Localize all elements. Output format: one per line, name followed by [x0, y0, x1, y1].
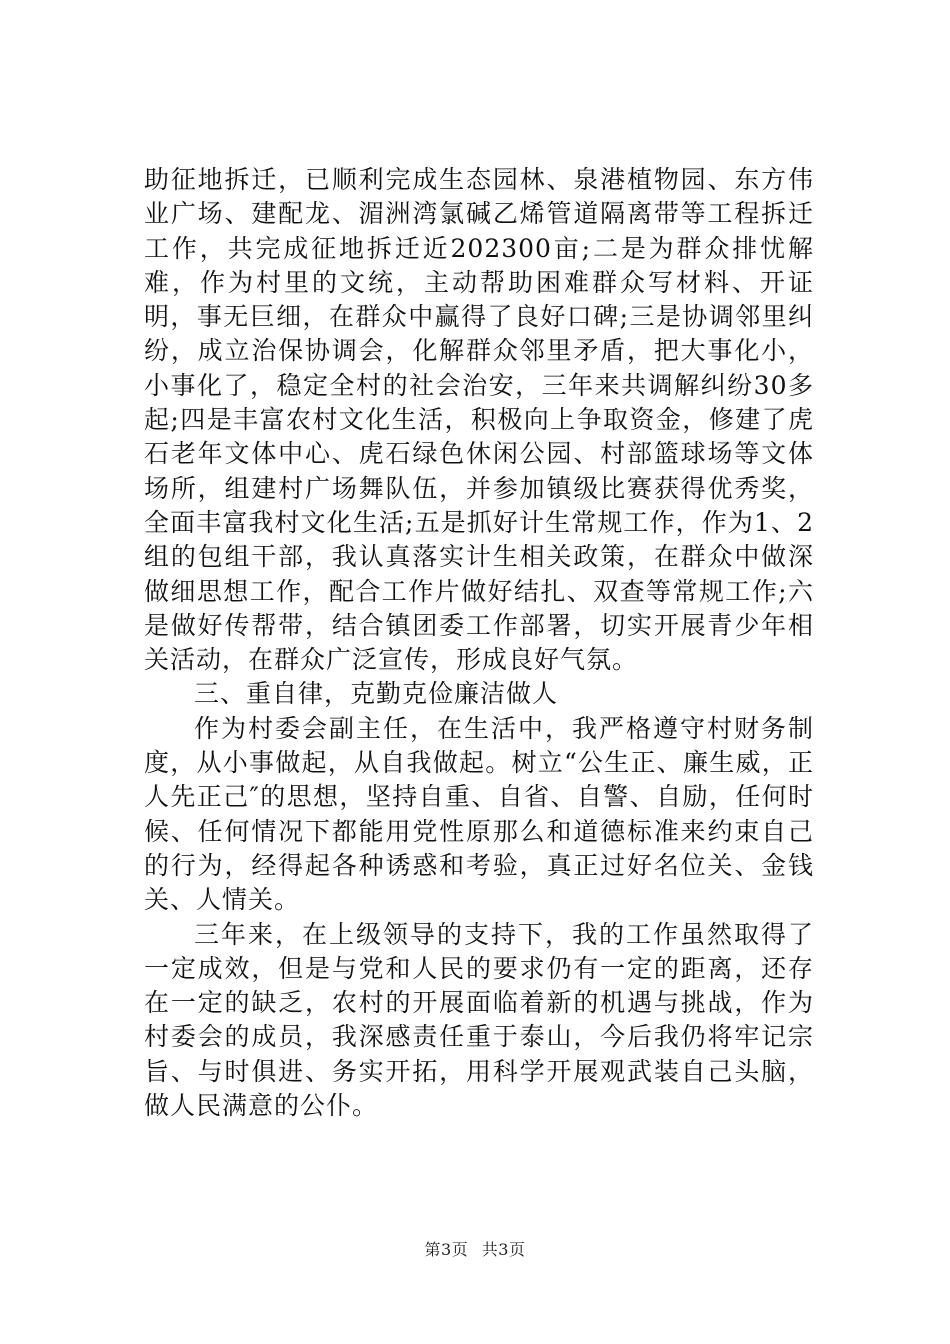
page-total: 共3页 [481, 1240, 526, 1259]
paragraph-self-discipline: 作为村委会副主任，在生活中，我严格遵守村财务制度，从小事做起，从自我做起。树立“公生正、廉生威，正人先正己″的思想，坚持自重、自省、自警、自励，任何时候、任何情况下都能用党性原那么和道德标准来约束自己的行为，经得起各种诱惑和考验，真正过好名位关、金钱关、人情关。 [144, 713, 814, 915]
page-number: 第3页 [424, 1240, 469, 1259]
page-footer [0, 1237, 950, 1260]
paragraph-continuation: 助征地拆迁，已顺利完成生态园林、泉港植物园、东方伟业广场、建配龙、湄洲湾氯碱乙烯管道隔离带等工程拆迁工作，共完成征地拆迁近202300亩;二是为群众排忧解难，作为村里的文统，主动帮助困难群众写材料、开证明，事无巨细，在群众中赢得了良好口碑;三是协调邻里纠纷，成立治保协调会，化解群众邻里矛盾，把大事化小，小事化了，稳定全村的社会治安，三年来共调解纠纷30多起;四是丰富农村文化生活，积极向上争取资金，修建了虎石老年文体中心、虎石绿色休闲公园、村部篮球场等文体场所，组建村广场舞队伍，并参加镇级比赛获得优秀奖，全面丰富我村文化生活;五是抓好计生常规工作，作为1、2组的包组干部，我认真落实计生相关政策，在群众中做深做细思想工作，配合工作片做好结扎、双查等常规工作;六是做好传帮带，结合镇团委工作部署，切实开展青少年相关活动，在群众广泛宣传，形成良好气氛。 [144, 165, 814, 675]
section-heading: 三、重自律，克勤克俭廉洁做人 [194, 679, 559, 709]
document-body [144, 163, 814, 1123]
paragraph-conclusion: 三年来，在上级领导的支持下，我的工作虽然取得了一定成效，但是与党和人民的要求仍有一定的距离，还存在一定的缺乏，农村的开展面临着新的机遇与挑战，作为村委会的成员，我深感责任重于泰山，今后我仍将牢记宗旨、与时俱进、务实开拓，用科学开展观武装自己头脑，做人民满意的公仆。 [144, 919, 814, 1121]
